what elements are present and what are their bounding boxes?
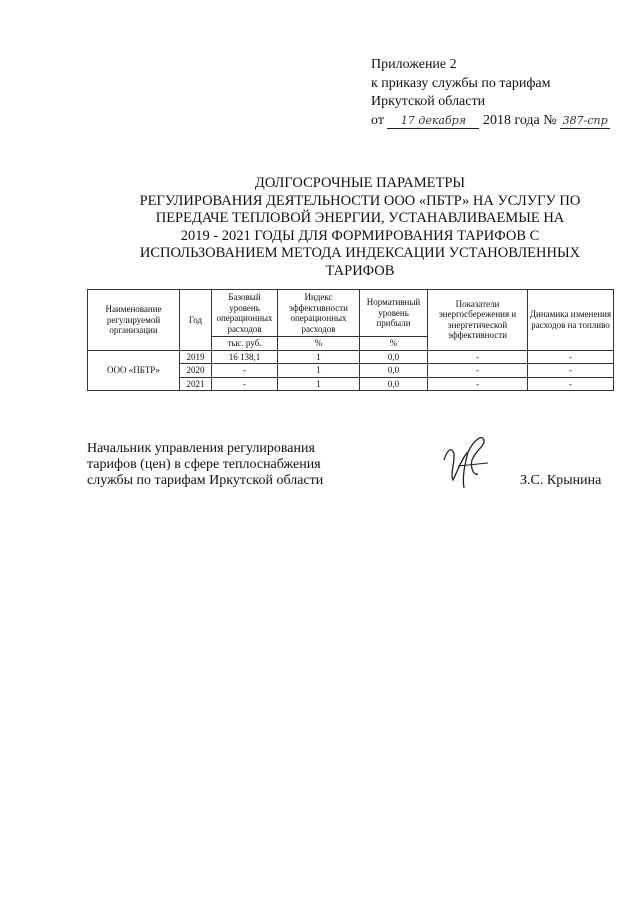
header-org: Наименование регулируемой организации [88,290,180,351]
year-cell: 2020 [180,364,212,378]
title-line: РЕГУЛИРОВАНИЯ ДЕЯТЕЛЬНОСТИ ООО «ПБТР» НА УСЛУГУ ПО [139,192,581,209]
header-base-level: Базовый уровень операционных расходов [212,290,278,337]
unit-percent: % [360,337,428,351]
appendix-block [371,56,610,130]
header-energy-saving: Показатели энергосбережения и энергетической эффективности [428,290,528,351]
index-cell: 1 [278,377,360,391]
title-line: ПЕРЕДАЧЕ ТЕПЛОВОЙ ЭНЕРГИИ, УСТАНАВЛИВАЕМЫЕ НА [155,210,565,226]
table-row [88,350,614,364]
from-label: от [371,112,384,128]
fuel-cell: - [528,364,614,378]
header-efficiency-index: Индекс эффективности операционных расходов [278,290,360,337]
base-cell: - [212,377,278,391]
position-line: Начальник управления регулирования [87,441,315,456]
position-line: тарифов (цен) в сфере теплоснабжения [87,457,321,472]
handwritten-number: 387-спр [562,113,608,127]
parameters-table [87,289,614,391]
year-cell: 2019 [180,350,212,364]
fuel-cell: - [528,350,614,364]
position-line: службы по тарифам Иркутской области [87,473,324,488]
header-year: Год [180,290,212,351]
header-row [88,290,614,337]
unit-thousand-rub: тыс. руб. [212,337,278,351]
title-line: 2019 - 2021 ГОДЫ ДЛЯ ФОРМИРОВАНИЯ ТАРИФОВ С [180,227,540,244]
profit-cell: 0,0 [360,364,428,378]
profit-cell: 0,0 [360,377,428,391]
unit-percent: % [278,337,360,351]
appendix-title: Приложение 2 [371,57,457,72]
energy-cell: - [428,350,528,364]
appendix-date-line [371,112,610,131]
number-field [560,114,610,129]
document-title [60,175,640,280]
energy-cell: - [428,364,528,378]
signer-name: З.С. Крынина [520,473,602,488]
handwritten-date: 17 декабря [400,113,466,127]
energy-cell: - [428,377,528,391]
header-profit-level: Нормативный уровень прибыли [360,290,428,337]
title-line: ИСПОЛЬЗОВАНИЕМ МЕТОДА ИНДЕКСАЦИИ УСТАНОВЛЕННЫХ [139,245,581,261]
official-position [87,441,323,489]
appendix-order-ref: к приказу службы по тарифам [371,75,551,91]
title-line: ДОЛГОСРОЧНЫЕ ПАРАМЕТРЫ [254,175,466,191]
profit-cell: 0,0 [360,350,428,364]
year-cell: 2021 [180,377,212,391]
index-cell: 1 [278,364,360,378]
year-label: 2018 года № [482,112,557,128]
base-cell: 16 138,1 [212,350,278,364]
signature-icon [438,430,498,492]
org-name-cell: ООО «ПБТР» [88,350,180,391]
index-cell: 1 [278,350,360,364]
appendix-region: Иркутской области [371,94,486,109]
fuel-cell: - [528,377,614,391]
title-line: ТАРИФОВ [325,262,395,279]
base-cell: - [212,364,278,378]
date-field [387,114,479,129]
header-fuel-dynamics: Динамика изменения расходов на топливо [528,290,614,351]
